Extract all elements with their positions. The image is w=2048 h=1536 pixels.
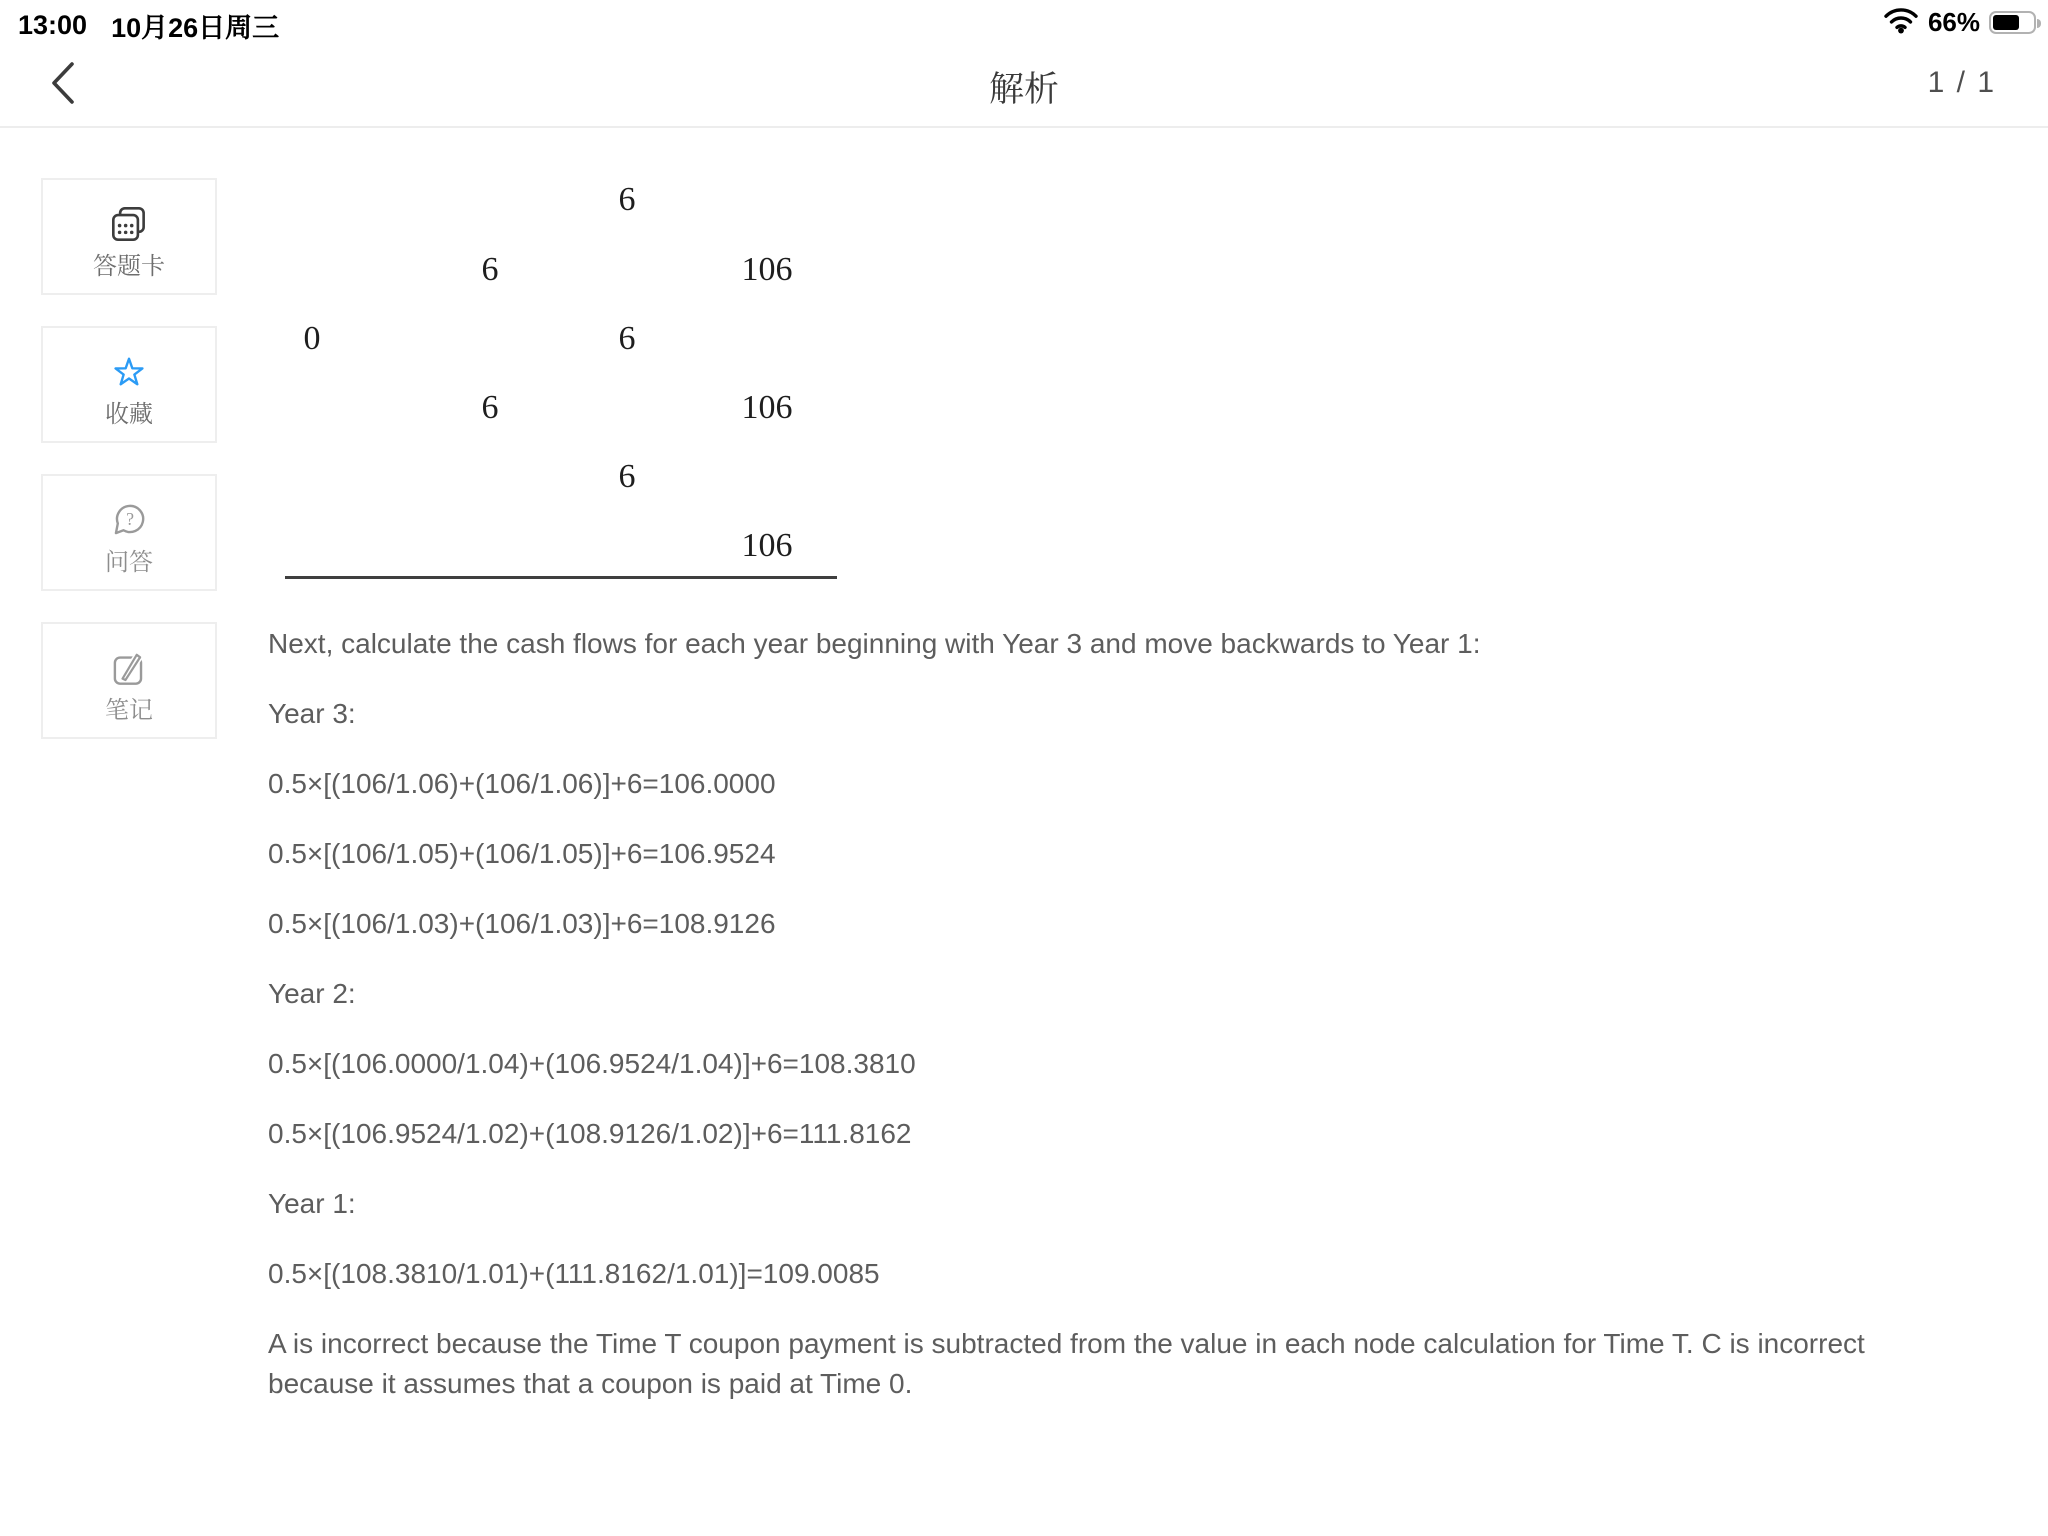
explanation-paragraph: A is incorrect because the Time T coupon payment is subtracted from the value in each node calculation for Time T. C is incorrect because it assumes that a coupon is paid at Time 0. bbox=[268, 1328, 1865, 1399]
explanation-text bbox=[268, 624, 1928, 1434]
tree-node-value: 6 bbox=[618, 458, 636, 495]
page-indicator: 1 / 1 bbox=[1927, 66, 1996, 99]
sidebar-item-label: 答题卡 bbox=[93, 253, 165, 280]
explanation-paragraph: Next, calculate the cash flows for each year beginning with Year 3 and move backwards to Year 1: bbox=[268, 628, 1481, 659]
tree-node-value: 106 bbox=[741, 527, 793, 564]
tree-node-value: 6 bbox=[618, 181, 636, 218]
svg-text:?: ? bbox=[126, 509, 134, 530]
battery-percent: 66% bbox=[1927, 6, 1980, 37]
explanation-paragraph: 0.5×[(106.9524/1.02)+(108.9126/1.02)]+6=111.8162 bbox=[268, 1118, 912, 1149]
tree-node-value: 6 bbox=[481, 251, 499, 288]
explanation-paragraph: Year 3: bbox=[268, 698, 356, 729]
explanation-paragraph: 0.5×[(106/1.06)+(106/1.06)]+6=106.0000 bbox=[268, 768, 776, 799]
explanation-paragraph: Year 2: bbox=[268, 978, 356, 1009]
status-time: 13:00 bbox=[18, 10, 88, 40]
explanation-paragraph: 0.5×[(108.3810/1.01)+(111.8162/1.01)]=109.0085 bbox=[268, 1258, 880, 1289]
explanation-paragraph: 0.5×[(106/1.03)+(106/1.03)]+6=108.9126 bbox=[268, 908, 776, 939]
status-date: 10月26日周三 bbox=[111, 13, 280, 43]
sidebar-item-label: 笔记 bbox=[105, 697, 153, 724]
tree-node-value: 106 bbox=[741, 251, 793, 288]
tree-node-value: 0 bbox=[303, 320, 321, 357]
tree-baseline bbox=[285, 576, 837, 579]
page-title: 解析 bbox=[988, 70, 1060, 109]
tree-node-value: 6 bbox=[481, 389, 499, 426]
explanation-paragraph: 0.5×[(106/1.05)+(106/1.05)]+6=106.9524 bbox=[268, 838, 776, 869]
tree-node-value: 106 bbox=[741, 389, 793, 426]
explanation-paragraph: 0.5×[(106.0000/1.04)+(106.9524/1.04)]+6=108.3810 bbox=[268, 1048, 916, 1079]
sidebar-item-label: 问答 bbox=[105, 549, 153, 576]
explanation-paragraph: Year 1: bbox=[268, 1188, 356, 1219]
tree-node-value: 6 bbox=[618, 320, 636, 357]
sidebar-item-label: 收藏 bbox=[105, 401, 153, 428]
binomial-tree bbox=[0, 0, 2048, 700]
